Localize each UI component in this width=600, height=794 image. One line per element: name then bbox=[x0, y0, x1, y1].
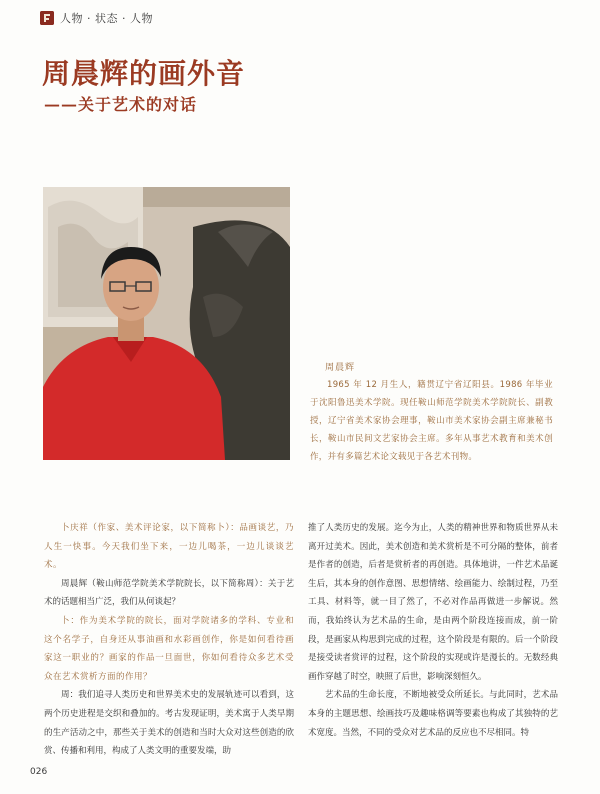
section-logo-icon bbox=[40, 11, 54, 25]
paragraph: 周晨辉（鞍山师范学院美术学院院长，以下简称周）：关于艺术的话题相当广泛，我们从何谈起？ bbox=[44, 578, 294, 608]
paragraph: 卜庆祥（作家、美术评论家，以下简称卜）：品画谈艺，乃人生一快事。今天我们坐下来，一边儿喝茶，一边儿谈谈艺术。 bbox=[44, 523, 294, 571]
article-title: 周晨辉的画外音 bbox=[42, 57, 246, 90]
portrait-photo bbox=[43, 187, 290, 460]
bio-text: 1965 年 12 月生人，籍贯辽宁省辽阳县。1986 年毕业于沈阳鲁迅美术学院。现任鞍山师范学院美术学院院长、副教授，辽宁省美术家协会理事，鞍山市美术家协会副主席兼秘书长，鞍山市民间文艺家协会主席。多年从事艺术教育和美术创作，并有多篇艺术论文载见于各艺术刊物。 bbox=[310, 380, 553, 462]
body-column-left bbox=[44, 519, 294, 761]
paragraph: 推了人类历史的发展。迄今为止，人类的精神世界和物质世界从未离开过美术。因此，美术创造和美术赏析是不可分隔的整体，前者是作者的创造，后者是赏析者的再创造。具体地讲，一件艺术品诞生后，其本身的创作意图、思想情绪、绘画能力、绘制过程，乃至工具、材料等，就一目了然了，不必对作品再做进一步解说。然而，我始终认为艺术品的生命，是由两个阶段连接而成，前一阶段，是画家从构思到完成的过程，这个阶段是有限的。后一个阶段是接受读者赏评的过程，这个阶段的实现或许是漫长的。无数经典画作穿越了时空，映照了后世，影响深刻恒久。 bbox=[308, 523, 558, 682]
paragraph: 周：我们追寻人类历史和世界美术史的发展轨迹可以看到，这两个历史进程是交织和叠加的。考古发现证明，美术寓于人类早期的生产活动之中，那些关于美术的创造和当时大众对这些创造的欣赏、传播和利用，构成了人类文明的重要发端，助 bbox=[44, 690, 294, 757]
page-number: 026 bbox=[30, 767, 48, 777]
paragraph: 卜：作为美术学院的院长，面对学院诸多的学科、专业和这个名学子，自身还从事油画和水彩画创作，你是如何看待画家这一职业的？画家的作品一旦面世，你如何看待众多艺术受众在艺术赏析方面的作用？ bbox=[44, 615, 294, 682]
body-column-right bbox=[308, 519, 558, 742]
article-subtitle: ——关于艺术的对话 bbox=[44, 95, 198, 114]
bio-name: 周晨辉 bbox=[325, 363, 356, 373]
section-header: 人物 · 状态 · 人物 bbox=[60, 12, 153, 25]
paragraph: 艺术品的生命长度，不断地被受众所延长。与此同时，艺术品本身的主题思想、绘画技巧及趣味格调等要素也构成了其独特的艺术宽度。当然，不同的受众对艺术品的反应也不尽相同。特 bbox=[308, 690, 558, 738]
